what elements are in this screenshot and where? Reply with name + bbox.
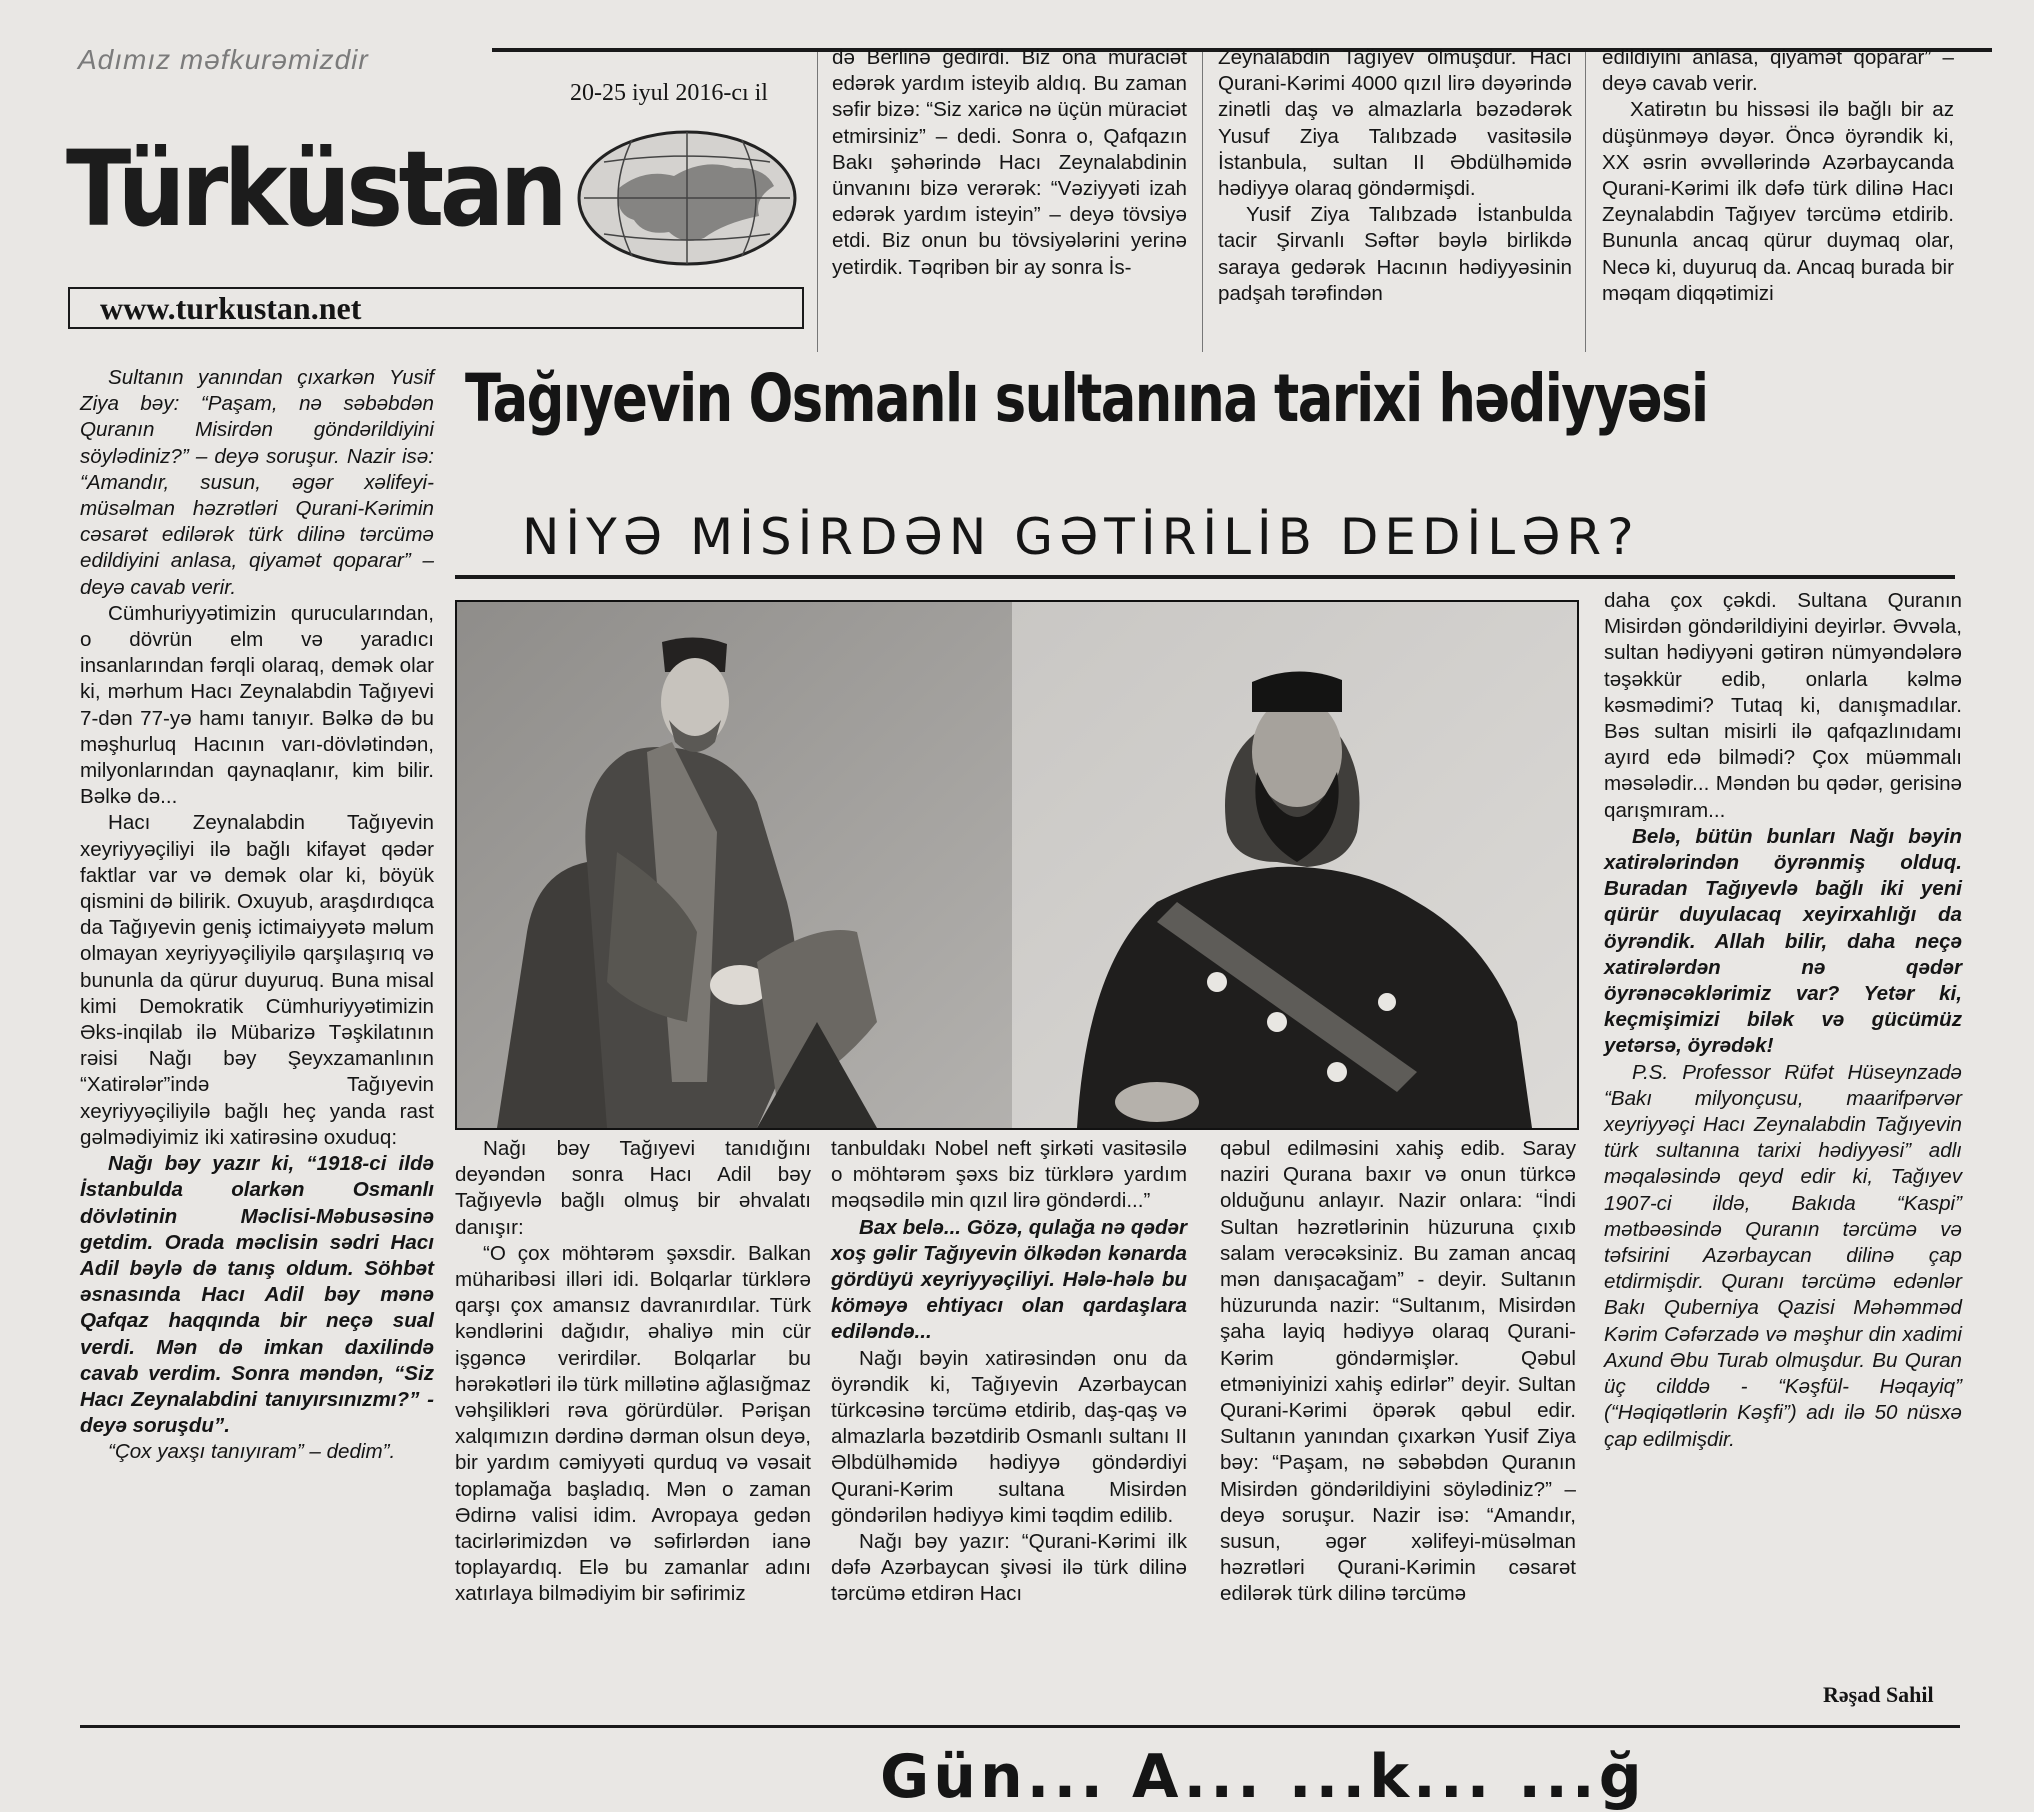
lower-column-2 [831,1136,1187,1608]
paragraph: Nağı bəy Tağıyevi tanıdığını deyəndən sonra Hacı Adil bəy Tağıyevlə bağlı olmuş bir əhvalatı danışır: [455,1137,811,1239]
paragraph: Nağı bəyin xatirəsindən onu da öyrəndik ki, Tağıyevin Azərbaycan türkcəsinə tərcümə etdirib, daş-qaş və almazlarla bəzətdirib Osmanlı sultanı II Əlbdülhəmidə hədiyyə göndərdiyi Qurani-Kərim sultana Misirdən göndərilən hədiyyə kimi təqdim edilib. [831,1346,1187,1527]
left-column [80,365,434,1466]
paragraph: Cümhuriyyətimizin qurucularından, o dövrün elm və yaradıcı insanlarından fərqli olaraq, demək olar ki, mərhum Hacı Zeynalabdin Tağıyevi 7-dən 77-yə hamı tanıyır. Bəlkə də bu məşhurluq Hacının varı-dövlətindən, milyonlarından qaynaqlanır, kim bilir. Bəlkə də... [80,601,434,809]
paragraph: Sultanın yanından çıxarkən Yusif Ziya bəy: “Paşam, nə səbəbdən Quranın Misirdən göndərildiyini söylədiniz?” – deyə soruşur. Nazir isə: “Amandır, susun, əgər xəlifeyi-müsəlman həzrətləri Qurani-Kərimin cəsarət edilərək türk dilinə tərcümə edildiyini anlasa, qiyamət qoparar” – deyə cavab verir. [80,366,434,599]
paragraph: Zeynalabdin Tağıyev olmuşdur. Hacı Qurani-Kərimi 4000 qızıl lirə dəyərində zinətli daş və almazlarla bəzədərək Yusuf Ziya Talıbzadə vasitəsilə İstanbula, sultan II Əbdülhəmidə hədiyyə olaraq göndərmişdi. [1218,46,1572,201]
divider-top-1 [817,52,818,352]
headline: Tağıyevin Osmanlı sultanına tarixi hədiyyəsi [465,360,1708,437]
top-column-1 [832,45,1187,281]
portrait-photographs [457,602,1577,1128]
next-article-headline: Gün... A... ...k... ...ğ [880,1742,1646,1812]
paragraph: “O çox möhtərəm şəxsdir. Balkan müharibəsi illəri idi. Bolqarlar türklərə qarşı çox amansız davranırdılar. Türk kəndlərini dağıdır, əhaliyə min cür işgəncə verirdilər. Bolqarlar bu hərəkətləri ilə türk millətinə ağlasığmaz vəhşilikləri rəva görürdülər. Pərişan xalqımızın dərdinə dərman olsun deyə, bir yardım cəmiyyəti qurduq və vəsait toplamağa başladıq. Mən o zaman Ədirnə valisi idim. Avropaya gedən tacirlərimizdən və səfirlərdən ianə toplayardıq. Elə bu zamanlar adını xatırlaya bilmədiyim bir səfirimiz [455,1241,811,1606]
right-column [1604,588,1962,1453]
paragraph: Nağı bəy yazır ki, “1918-ci ildə İstanbulda olarkən Osmanlı dövlətinin Məclisi-Məbusəsinə getdim. Orada məclisin sədri Hacı Adil bəylə də tanış oldum. Söhbət əsnasında Hacı Adil bəy mənə Qafqaz haqqında bir neçə sual verdi. Mən də imkan daxilində cavab verdim. Sonra məndən, “Siz Hacı Zeynalabdini tanıyırsınızmı?” - deyə soruşdu”. [80,1152,434,1438]
lower-column-3 [1220,1136,1576,1608]
paragraph: Xatirətın bu hissəsi ilə bağlı bir az düşünməyə dəyər. Öncə öyrəndik ki, XX əsrin əvvəllərində Azərbaycanda Qurani-Kərimi ilk dəfə türk dilinə Hacı Zeynalabdin Tağıyev tərcümə etdirib. Bununla ancaq qürur duymaq olar, Necə ki, duyuruq da. Ancaq burada bir məqam diqqətimizi [1602,98,1954,305]
paragraph: Bax belə... Gözə, qulağa nə qədər xoş gəlir Tağıyevin ölkədən kənarda gördüyü xeyriyyəçiliyi. Hələ-hələ bu köməyə ehtiyacı olan qardaşlara ediləndə... [831,1215,1187,1344]
lower-column-1 [455,1136,811,1608]
byline: Rəşad Sahil [1823,1682,1934,1707]
subheadline: NİYƏ MİSİRDƏN GƏTİRİLİB DEDİLƏR? [522,508,1640,566]
paragraph: daha çox çəkdi. Sultana Quranın Misirdən göndərildiyini deyirlər. Əvvəla, sultan hədiyyəni gətirən nümyəndələrə təşəkkür edib, onlarla kəlmə kəsmədimi? Tutaq ki, danışmadılar. Bəs sultan misirli ilə qafqazlınıdamı ayırd edə bilmədi? Çox müəmmalı məsələdir... Məndən bu qədər, gerisinə qarışmıram... [1604,589,1962,822]
paragraph: edildiyini anlasa, qiyamət qoparar” – deyə cavab verir. [1602,46,1954,96]
globe-map-icon [574,128,800,268]
paragraph: P.S. Professor Rüfət Hüseynzadə “Bakı milyonçusu, maarifpərvər xeyriyyəçi Hacı Zeynalabdin Tağıyevin türk sultanına tarixi hədiyyəsi” adlı məqaləsində qeyd edir ki, Tağıyev 1907-ci ildə, Bakıda “Kaspi” mətbəəsində Quranın tərcümə və təfsirini Azərbaycan dilinə çap etdirmişdir. Quranı tərcümə edənlər Bakı Quberniya Qazisi Məhəmməd Kərim Cəfərzadə və məşhur din xadimi Axund Əbu Turab olmuşdur. Bu Quran üç cilddə - “Kəşfül- Həqayiq” (“Həqiqətlərin Kəşfi”) adı ilə 50 nüsxə çap edilmişdir. [1604,1060,1962,1451]
masthead-title: Türküstan [66,128,564,250]
paragraph: Belə, bütün bunları Nağı bəyin xatirələrindən öyrənmiş olduq. Buradan Tağıyevlə bağlı iki yeni qürür duyulacaq xeyirxahlığı da öyrəndik. Allah bilir, daha neçə xatirələrdən nə qədər öyrənəcəklərimiz var? Yetər ki, keçmişimizi bilək və gücümüz yetərsə, öyrədək! [1604,824,1962,1058]
paragraph: qəbul edilməsini xahiş edib. Saray naziri Qurana baxır və onun türkcə olduğunu anlayır. Nazir onlara: “İndi Sultan həzrətlərinin hüzuruna çıxıb salam verəcəksiniz. Bu zaman ancaq mən danışacağam” - deyir. Sultanın hüzurunda nazir: “Sultanım, Misirdən şaha layiq hədiyyə olaraq Qurani-Kərim göndərmişlər. Qəbul etməniyinizi xahiş edirlər” deyir. Sultan Qurani-Kərimi öpərək qəbul edir. Sultanın yanından çıxarkən Yusif Ziya bəy: “Paşam, nə səbəbdən Quranın Misirdən göndərildiyini söylədiniz?” – deyə soruşur. Nazir isə: “Amandır, susun, əgər xəlifeyi-müsəlman həzrətləri Qurani-Kərimin cəsarət edilərək türk dilinə tərcümə [1220,1137,1576,1606]
paragraph: Hacı Zeynalabdin Tağıyevin xeyriyyəçiliyi ilə bağlı kifayət qədər faktlar var və demək olar ki, böyük qismini də bilirik. Oxuyub, araşdırdıqca da Tağıyevin geniş ictimaiyyətə məlum olmayan xeyriyyəçiliyilə qarşılaşırıq və bununla da qürur duyuruq. Buna misal kimi Demokratik Cümhuriyyətimizin Əks-inqilab ilə Mübarizə Təşkilatının rəisi Nağı bəy Şeyxzamanlının “Xatirələr”ində Tağıyevin xeyriyyəçiliyilə bağlı heç yanda rast gəlmədiyimiz iki xatirəsinə oxuduq: [80,811,434,1149]
issue-date: 20-25 iyul 2016-cı il [570,80,768,106]
masthead-slogan: Adımız məfkurəmizdir [78,44,369,75]
paragraph: də Berlinə gedirdi. Biz ona müraciət edərək yardım isteyib aldıq. Bu zaman səfir bizə: “Siz xaricə nə üçün müraciət etmirsiniz” – dedi. Sonra o, Qafqazın Bakı şəhərində Hacı Zeynalabdinin ünvanını bizə verərək: “Vəziyyəti izah edərək yardım isteyin” – deyə tövsiyə etdi. Biz onun bu tövsiyələrini yerinə yetirdik. Təqribən bir ay sonra İs- [832,46,1187,279]
top-column-3 [1602,45,1954,307]
divider-top-2 [1202,52,1203,352]
photo-sultan-and-tagiyev [455,600,1579,1130]
paragraph: “Çox yaxşı tanıyıram” – dedim”. [108,1440,396,1464]
bottom-rule [80,1725,1960,1728]
paragraph: tanbuldakı Nobel neft şirkəti vasitəsilə o möhtərəm şəxs biz türklərə yardım məqsədilə min qızıl lirə göndərdi...” [831,1137,1187,1213]
headline-underline [455,575,1955,579]
website-link[interactable]: www.turkustan.net [68,287,804,329]
divider-top-3 [1585,52,1586,352]
paragraph: Nağı bəy yazır: “Qurani-Kərimi ilk dəfə Azərbaycan şivəsi ilə türk dilinə tərcümə etdirən Hacı [831,1530,1187,1606]
paragraph: Yusif Ziya Talıbzadə İstanbulda tacir Şirvanlı Səftər bəylə birlikdə saraya gedərək Hacının hədiyyəsinin padşah tərəfindən [1218,203,1572,305]
top-column-2 [1218,45,1572,307]
